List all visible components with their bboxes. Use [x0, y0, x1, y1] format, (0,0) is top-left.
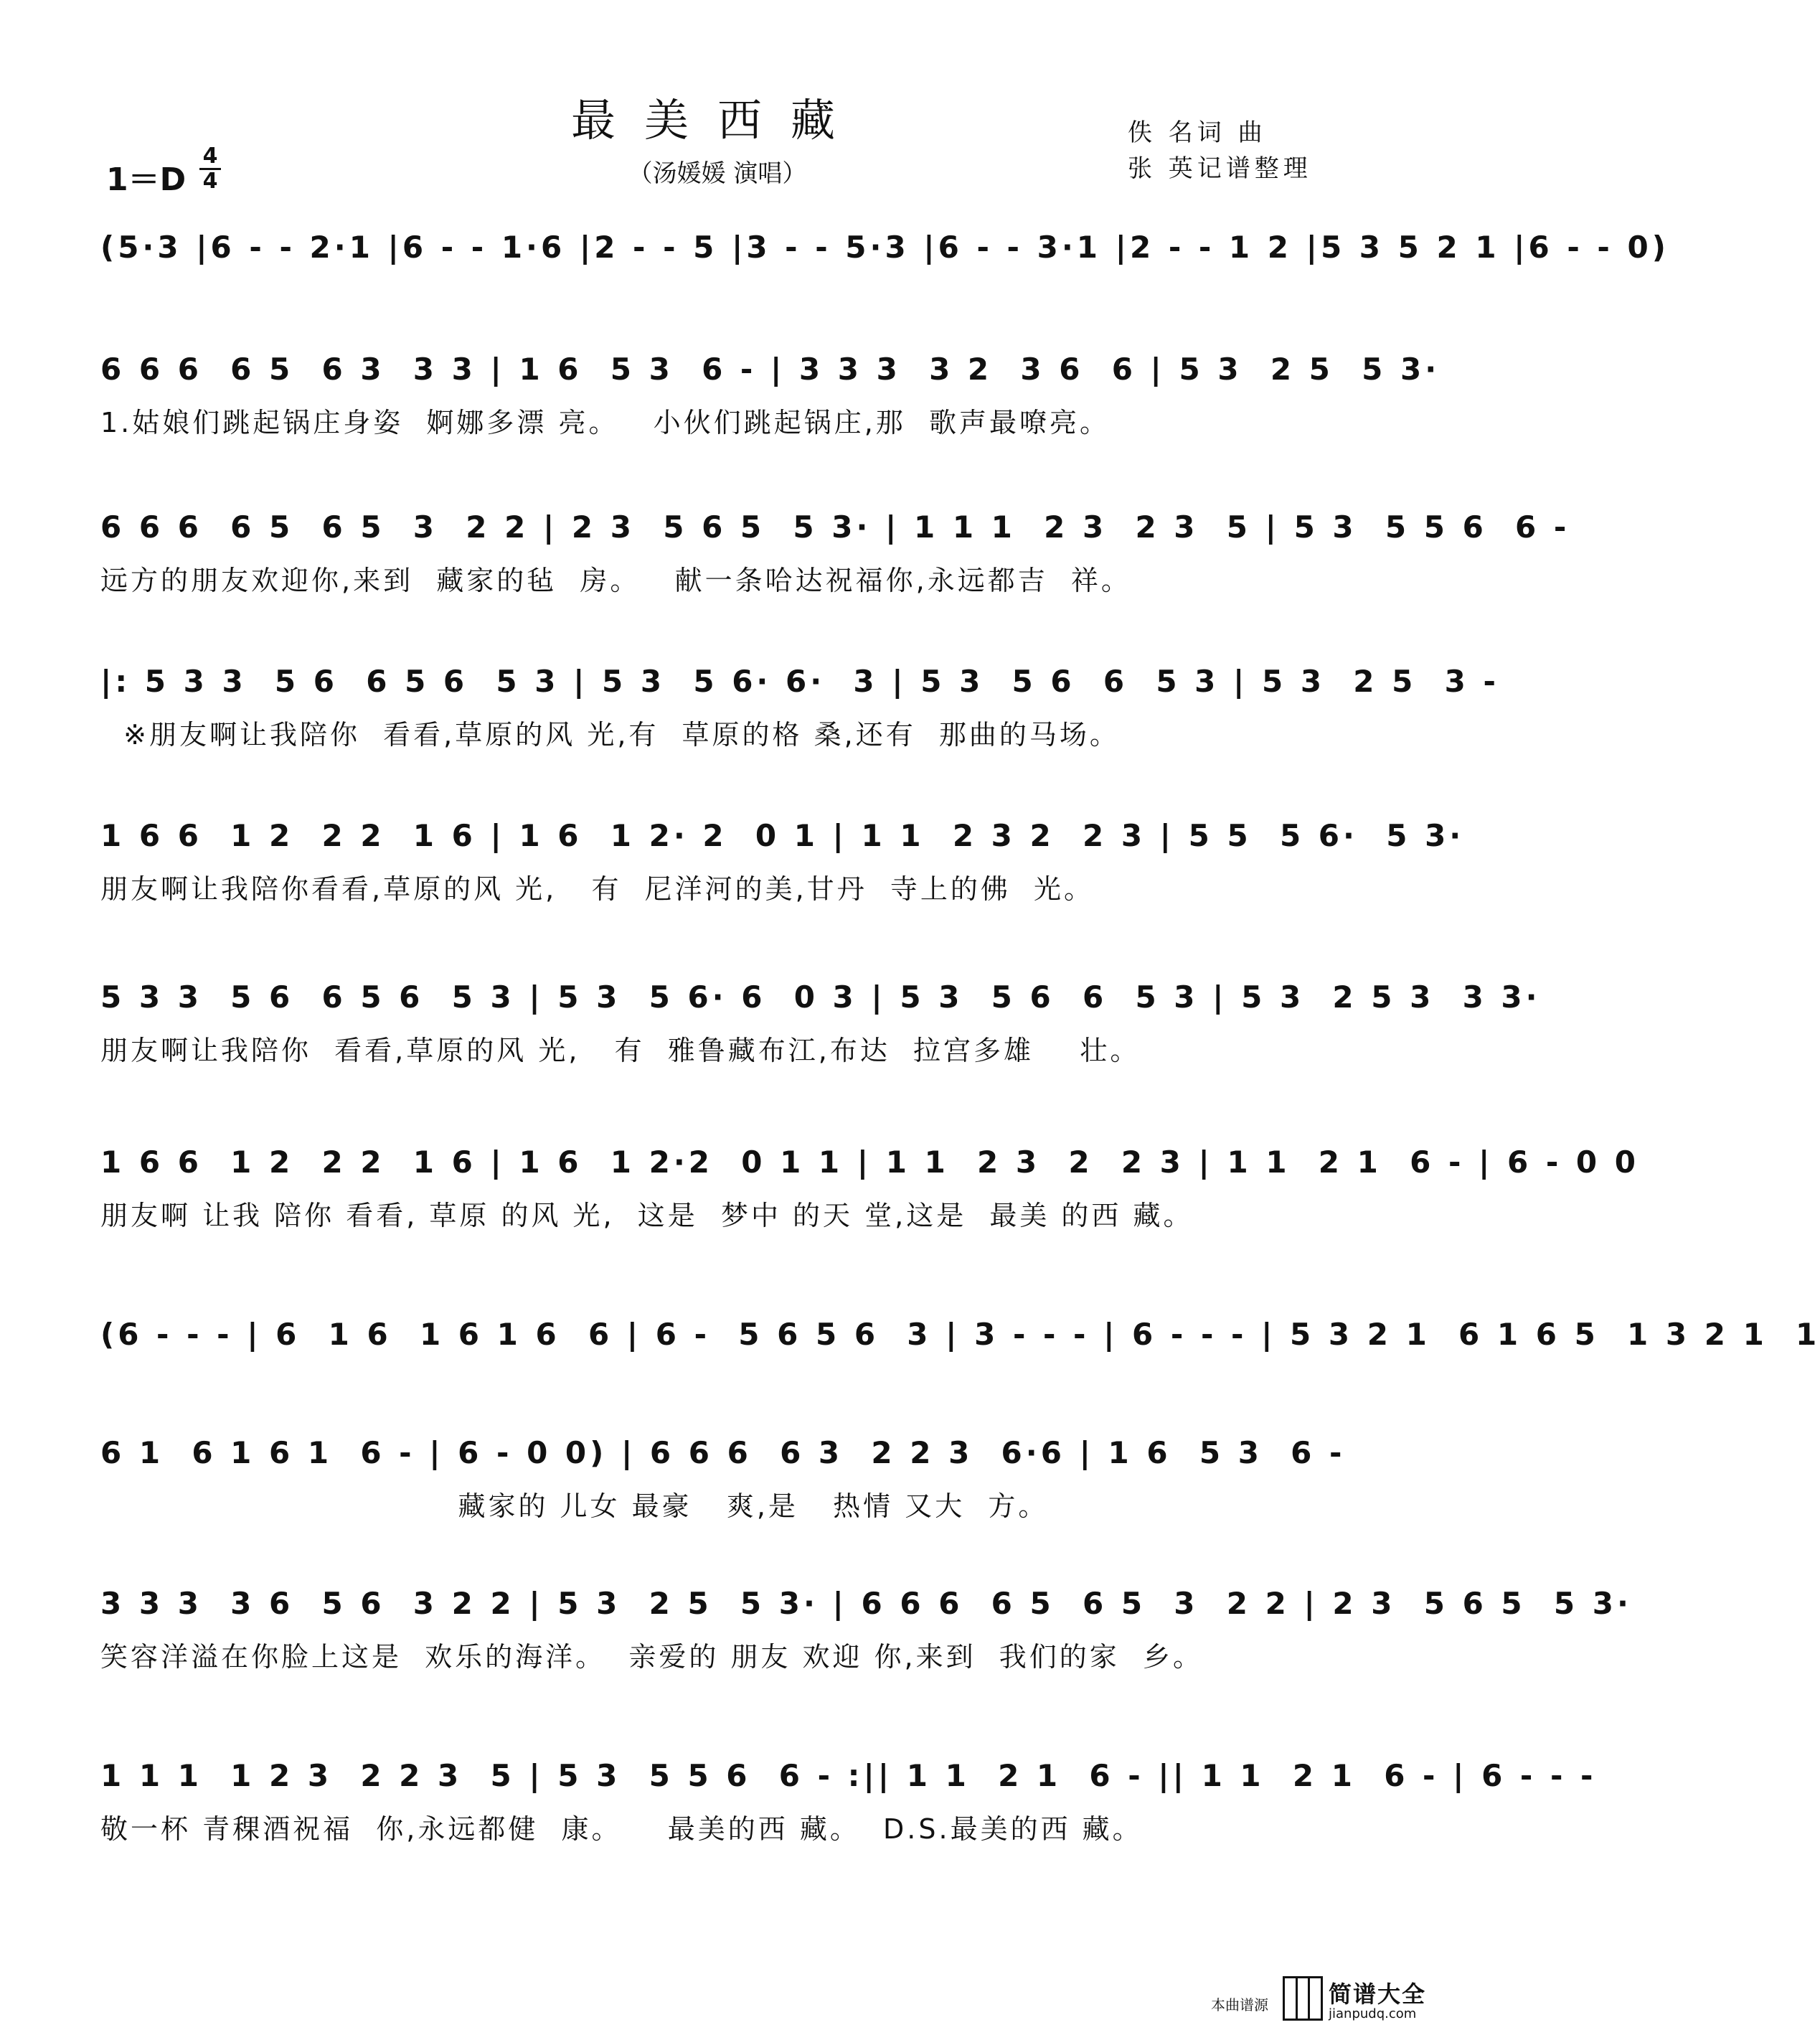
credits [1128, 115, 1312, 187]
notation-line: (6 - - - | 6 1 6 1 6 1 6 6 | 6 - 5 6 5 6 3 | 3 - - - | 6 - - - | 5 3 2 1 6 1 6 5 1 3 2 1 1 [100, 1317, 1820, 1352]
notation-line: (5·3 |6 - - 2·1 |6 - - 1·6 |2 - - 5 |3 - - 5·3 |6 - - 3·1 |2 - - 1 2 |5 3 5 2 1 |6 - - 0) [100, 230, 1669, 265]
lyric-line: ※朋友啊让我陪你 看看,草原的风 光,有 草原的格 桑,还有 那曲的马场。 [100, 719, 1120, 751]
time-signature [199, 146, 221, 192]
logo-url: jianpudq.com [1329, 2006, 1417, 2021]
lyric-line: 藏家的 儿女 最豪 爽,是 热情 又大 方。 [100, 1490, 1049, 1522]
notation-line: 3 3 3 3 6 5 6 3 2 2 | 5 3 2 5 5 3· | 6 6 6 6 5 6 5 3 2 2 | 2 3 5 6 5 5 3· [100, 1586, 1632, 1621]
notation-line: |: 5 3 3 5 6 6 5 6 5 3 | 5 3 5 6· 6· 3 | 5 3 5 6 6 5 3 | 5 3 2 5 3 - [100, 664, 1499, 699]
logo-name: 简谱大全 [1329, 1980, 1427, 2008]
lyric-line: 远方的朋友欢迎你,来到 藏家的毡 房。 献一条哈达祝福你,永远都吉 祥。 [100, 565, 1131, 596]
lyric-line: 敬一杯 青稞酒祝福 你,永远都健 康。 最美的西 藏。 D.S.最美的西 藏。 [100, 1813, 1143, 1845]
lyric-line: 1.姑娘们跳起锅庄身姿 婀娜多漂 亮。 小伙们跳起锅庄,那 歌声最嘹亮。 [100, 407, 1110, 438]
performer-subtitle: （汤媛媛 演唱） [628, 159, 807, 188]
notation-line: 6 6 6 6 5 6 3 3 3 | 1 6 5 3 6 - | 3 3 3 3 2 3 6 6 | 5 3 2 5 5 3· [100, 352, 1441, 387]
lyric-line: 笑容洋溢在你脸上这是 欢乐的海洋。 亲爱的 朋友 欢迎 你,来到 我们的家 乡。 [100, 1641, 1203, 1673]
notation-line: 6 1 6 1 6 1 6 - | 6 - 0 0) | 6 6 6 6 3 2 2 3 6·6 | 1 6 5 3 6 - [100, 1435, 1346, 1470]
credit-transcriber: 张 英记谱整理 [1128, 154, 1312, 183]
notation-line: 1 6 6 1 2 2 2 1 6 | 1 6 1 2·2 0 1 1 | 1 1 2 3 2 2 3 | 1 1 2 1 6 - | 6 - 0 0 [100, 1145, 1639, 1180]
key-signature: 1＝D [106, 161, 187, 198]
notation-line: 1 1 1 1 2 3 2 2 3 5 | 5 3 5 5 6 6 - :|| 1 1 2 1 6 - || 1 1 2 1 6 - | 6 - - - [100, 1758, 1597, 1793]
site-logo[interactable] [1283, 1976, 1426, 2024]
source-note: 本曲谱源 [1211, 1996, 1268, 2013]
notation-line: 1 6 6 1 2 2 2 1 6 | 1 6 1 2· 2 0 1 | 1 1 2 3 2 2 3 | 5 5 5 6· 5 3· [100, 818, 1465, 853]
time-signature-top: 4 [202, 144, 218, 169]
notation-line: 6 6 6 6 5 6 5 3 2 2 | 2 3 5 6 5 5 3· | 1 1 1 2 3 2 3 5 | 5 3 5 5 6 6 - [100, 509, 1570, 545]
time-signature-bottom: 4 [202, 169, 218, 194]
lyric-line: 朋友啊 让我 陪你 看看, 草原 的风 光, 这是 梦中 的天 堂,这是 最美 的西 藏。 [100, 1200, 1194, 1231]
credit-composer: 佚 名词 曲 [1128, 118, 1267, 147]
song-title: 最美西藏 [570, 94, 864, 146]
lyric-line: 朋友啊让我陪你 看看,草原的风 光, 有 雅鲁藏布江,布达 拉宫多雄 壮。 [100, 1035, 1141, 1066]
notation-line: 5 3 3 5 6 6 5 6 5 3 | 5 3 5 6· 6 0 3 | 5 3 5 6 6 5 3 | 5 3 2 5 3 3 3· [100, 979, 1541, 1015]
lyric-line: 朋友啊让我陪你看看,草原的风 光, 有 尼洋河的美,甘丹 寺上的佛 光。 [100, 873, 1095, 905]
piano-keys-icon [1283, 1976, 1323, 2021]
